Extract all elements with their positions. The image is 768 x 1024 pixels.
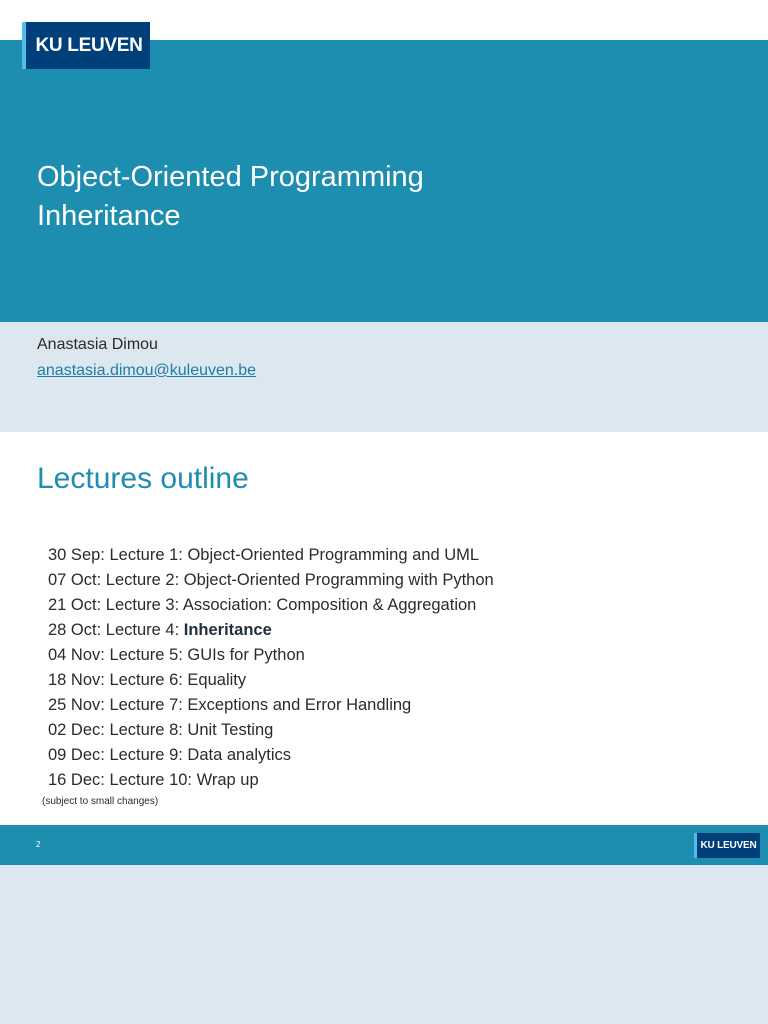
author-email-link[interactable]: anastasia.dimou@kuleuven.be: [37, 362, 257, 379]
lecture-date: 21 Oct: Lecture 3:: [48, 596, 183, 614]
lecture-item: [48, 718, 494, 743]
lecture-topic: Object-Oriented Programming with Python: [183, 571, 494, 589]
slide-title: [37, 158, 424, 236]
outline-heading: Lectures outline: [37, 462, 249, 495]
lecture-item: [48, 543, 494, 568]
slide-title-line-1: Object-Oriented Programming: [37, 161, 424, 193]
lecture-item: [48, 618, 494, 643]
lecture-topic: Exceptions and Error Handling: [187, 696, 412, 714]
lecture-item: [48, 593, 494, 618]
logo-text: KU LEUVEN: [35, 34, 143, 56]
lecture-item: [48, 568, 494, 593]
lecture-topic: Equality: [187, 671, 247, 689]
lecture-item: [48, 743, 494, 768]
page-number: 2: [36, 840, 41, 849]
lecture-date: 16 Dec: Lecture 10:: [48, 771, 197, 789]
logo-small-text: KU LEUVEN: [700, 840, 757, 851]
lecture-date: 09 Dec: Lecture 9:: [48, 746, 188, 764]
lecture-item: [48, 693, 494, 718]
lecture-date: 02 Dec: Lecture 8:: [48, 721, 188, 739]
lecture-date: 04 Nov: Lecture 5:: [48, 646, 188, 664]
ku-leuven-logo: [22, 22, 150, 69]
ku-leuven-logo-small: [694, 833, 760, 858]
lecture-date: 18 Nov: Lecture 6:: [48, 671, 188, 689]
lecture-item: [48, 643, 494, 668]
lecture-topic: Inheritance: [183, 621, 272, 639]
lecture-date: 28 Oct: Lecture 4:: [48, 621, 184, 639]
lecture-topic: Wrap up: [196, 771, 259, 789]
outline-note: (subject to small changes): [42, 796, 159, 807]
author-name: Anastasia Dimou: [37, 336, 158, 353]
lecture-list: [48, 543, 494, 793]
lecture-topic: Data analytics: [187, 746, 292, 764]
lecture-date: 07 Oct: Lecture 2:: [48, 571, 184, 589]
slide3-background: [0, 865, 768, 1024]
slide-title-line-2: Inheritance: [37, 200, 181, 232]
lecture-item: [48, 768, 494, 793]
lecture-topic: Object-Oriented Programming and UML: [187, 546, 480, 564]
slide2-footer-band: [0, 825, 768, 865]
lecture-date: 25 Nov: Lecture 7:: [48, 696, 188, 714]
lecture-date: 30 Sep: Lecture 1:: [48, 546, 188, 564]
lecture-topic: Unit Testing: [187, 721, 274, 739]
lecture-topic: Association: Composition & Aggregation: [182, 596, 477, 614]
lecture-topic: GUIs for Python: [187, 646, 305, 664]
lecture-item: [48, 668, 494, 693]
